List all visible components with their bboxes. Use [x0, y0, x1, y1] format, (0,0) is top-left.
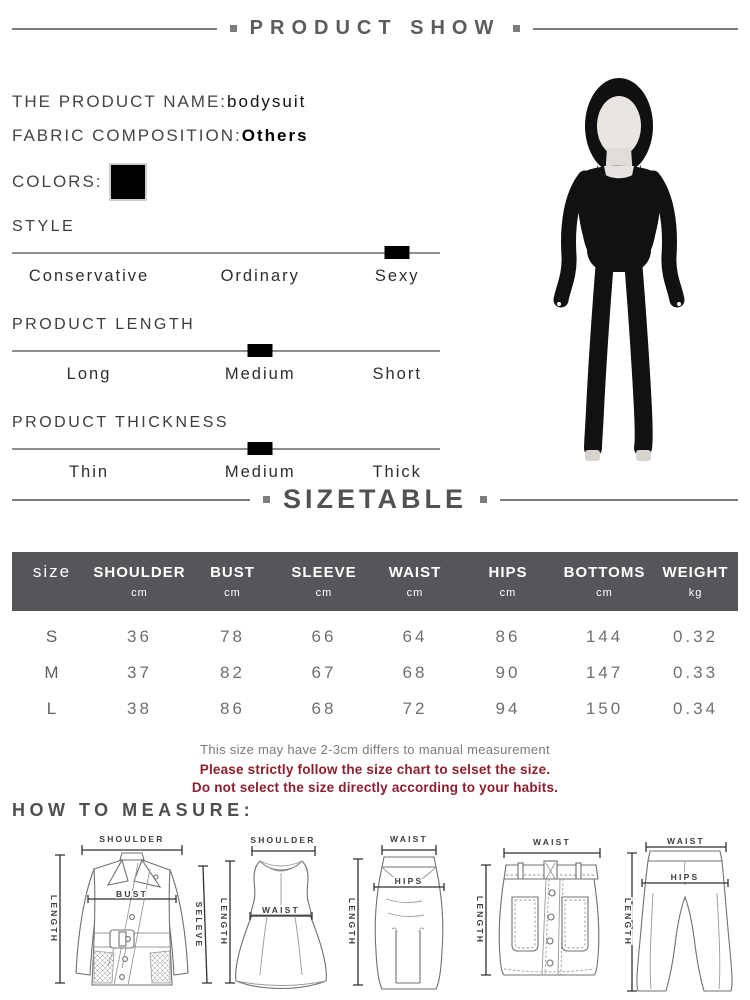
- divider-line: [12, 499, 250, 501]
- how-to-measure-title: HOW TO MEASURE:: [12, 800, 255, 820]
- size-cell: 67: [311, 663, 337, 682]
- size-cell: M: [44, 663, 60, 682]
- column-header: BOTTOMS cm: [556, 552, 653, 611]
- size-row-l: [12, 691, 738, 727]
- measure-diagram-pants: [622, 833, 748, 998]
- measure-diagram-pencil-skirt: [342, 833, 470, 998]
- measure-label: LENGTH: [49, 894, 59, 944]
- scale-line: [12, 252, 440, 254]
- measure-label: LENGTH: [347, 897, 357, 947]
- divider-line: [533, 28, 738, 30]
- size-row-s: [12, 611, 738, 655]
- size-cell: 68: [402, 663, 428, 682]
- measure-label: LENGTH: [623, 897, 633, 947]
- size-cell: 64: [402, 627, 428, 646]
- sizetable-banner: [0, 484, 750, 515]
- size-cell: S: [45, 627, 59, 646]
- square-bullet-icon: [230, 25, 237, 32]
- style-scale: [12, 246, 440, 260]
- size-row-m: [12, 655, 738, 691]
- option-label: Medium: [224, 463, 296, 481]
- option-label: Short: [372, 365, 422, 383]
- option-label: Thick: [372, 463, 422, 481]
- pencil-skirt-drawing: [342, 833, 470, 998]
- measure-label: SELEVE: [194, 901, 204, 949]
- option-label: Medium: [224, 365, 296, 383]
- measure-diagram-coat: [30, 833, 215, 998]
- scale-marker: [248, 344, 273, 357]
- page-title: PRODUCT SHOW: [249, 17, 501, 39]
- size-cell: 72: [402, 699, 428, 718]
- size-cell: 0.32: [672, 627, 719, 646]
- size-cell: 86: [495, 627, 521, 646]
- thickness-scale: [12, 442, 440, 456]
- coat-drawing: [30, 833, 215, 998]
- attribute-title: STYLE: [12, 218, 76, 235]
- size-cell: 37: [127, 663, 152, 682]
- square-bullet-icon: [513, 25, 520, 32]
- sizetable-title: SIZETABLE: [283, 484, 467, 514]
- measure-label: BUST: [116, 889, 148, 899]
- pants-drawing: [622, 833, 748, 998]
- size-cell: 82: [220, 663, 245, 682]
- size-cell: 68: [311, 699, 337, 718]
- measure-label: WAIST: [262, 905, 300, 915]
- size-cell: 90: [495, 663, 521, 682]
- size-cell: 36: [127, 627, 152, 646]
- column-header: WAIST cm: [370, 552, 460, 611]
- measure-tolerance-note: This size may have 2-3cm differs to manual measurement: [200, 742, 550, 757]
- fabric-label: FABRIC COMPOSITION:: [12, 126, 242, 145]
- measure-label: LENGTH: [475, 895, 485, 945]
- measure-label: WAIST: [533, 837, 571, 847]
- divider-line: [500, 499, 738, 501]
- size-cell: L: [46, 699, 58, 718]
- length-scale: [12, 344, 440, 358]
- colors-row: [12, 164, 440, 200]
- size-cell: 147: [585, 663, 624, 682]
- product-name-line: [12, 92, 440, 112]
- size-warning-line2: Do not select the size directly according to your habits.: [191, 779, 559, 795]
- option-label: Thin: [68, 463, 110, 481]
- size-table: [12, 552, 738, 727]
- dress-drawing: [212, 833, 352, 998]
- size-notes: [0, 742, 750, 796]
- size-cell: 66: [311, 627, 337, 646]
- size-cell: 150: [585, 699, 624, 718]
- scale-marker: [248, 442, 273, 455]
- product-info: [12, 92, 440, 512]
- length-options: [12, 362, 440, 386]
- thickness-options: [12, 460, 440, 484]
- column-header: SHOULDER cm: [92, 552, 187, 611]
- product-name-label: THE PRODUCT NAME:: [12, 92, 228, 111]
- divider-line: [12, 28, 217, 30]
- measure-diagram-mini-skirt: [472, 833, 627, 998]
- measure-label: HIPS: [394, 876, 424, 886]
- scale-line: [12, 448, 440, 450]
- measure-label: WAIST: [667, 836, 705, 846]
- size-cell: 144: [585, 627, 624, 646]
- mini-skirt-drawing: [472, 833, 627, 998]
- column-header: BUST cm: [187, 552, 278, 611]
- option-label: Sexy: [374, 267, 420, 285]
- square-bullet-icon: [263, 496, 270, 503]
- column-header: HIPS cm: [460, 552, 556, 611]
- product-photo: [497, 70, 745, 468]
- measure-label: SHOULDER: [250, 835, 316, 845]
- option-label: Conservative: [28, 267, 150, 285]
- attribute-thickness: [12, 414, 440, 484]
- size-cell: 78: [220, 627, 245, 646]
- fabric-value: Others: [241, 126, 309, 145]
- size-cell: 86: [220, 699, 245, 718]
- size-cell: 94: [495, 699, 521, 718]
- square-bullet-icon: [480, 496, 487, 503]
- scale-line: [12, 350, 440, 352]
- attribute-title: PRODUCT THICKNESS: [12, 414, 230, 431]
- size-cell: 0.33: [672, 663, 719, 682]
- colors-label: COLORS:: [12, 172, 103, 191]
- attribute-length: [12, 316, 440, 386]
- bodysuit-mannequin-image: [497, 70, 745, 468]
- product-name-value: bodysuit: [227, 92, 307, 111]
- option-label: Long: [66, 365, 112, 383]
- column-header: WEIGHT kg: [653, 552, 738, 611]
- attribute-title: PRODUCT LENGTH: [12, 316, 196, 333]
- style-options: [12, 264, 440, 288]
- column-header: SLEEVE cm: [278, 552, 370, 611]
- column-header: size: [12, 552, 92, 611]
- fabric-line: [12, 126, 440, 146]
- scale-marker: [385, 246, 410, 259]
- measure-label: LENGTH: [219, 897, 229, 947]
- size-table-header-row: [12, 552, 738, 611]
- measure-label: SHOULDER: [99, 834, 165, 844]
- option-label: Ordinary: [220, 267, 300, 285]
- measure-label: WAIST: [390, 834, 428, 844]
- measure-label: HIPS: [670, 872, 700, 882]
- measure-diagram-dress: [212, 833, 352, 998]
- size-cell: 38: [127, 699, 152, 718]
- color-swatch-black: [109, 163, 147, 201]
- size-warning-line1: Please strictly follow the size chart to selset the size.: [199, 762, 551, 777]
- product-show-banner: [0, 17, 750, 40]
- attribute-style: [12, 218, 440, 288]
- size-cell: 0.34: [672, 699, 719, 718]
